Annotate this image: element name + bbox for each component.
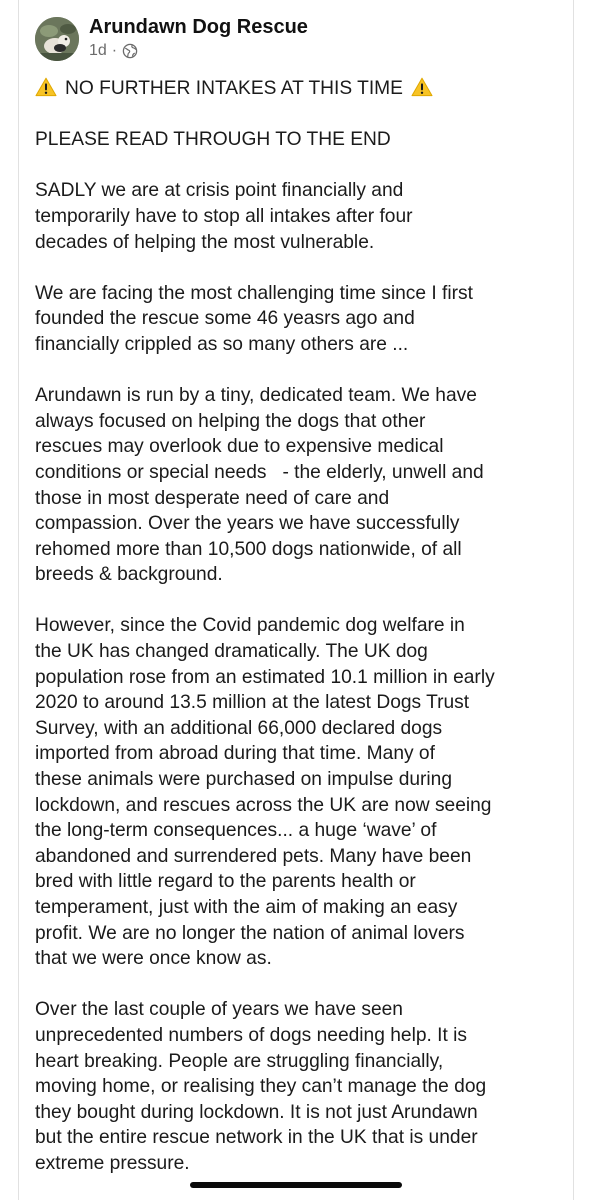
home-indicator[interactable] xyxy=(190,1182,402,1188)
post-time[interactable]: 1d xyxy=(89,42,107,59)
facebook-post xyxy=(18,0,574,1200)
post-paragraph: We are facing the most challenging time since I first founded the rescue some 46 yeasrs ago and financially crippled as so many others are ... xyxy=(35,282,473,355)
post-paragraph: Over the last couple of years we have seen unprecedented numbers of dogs needing help. It is heart breaking. People are struggling financially, moving home, or realising they can’t manage the dog they bought during lockdown. It is not just Arundawn but the entire rescue network in the UK that is under extreme pressure. xyxy=(35,999,487,1174)
warning-icon xyxy=(411,77,433,97)
post-paragraph: PLEASE READ THROUGH TO THE END xyxy=(35,129,391,151)
post-paragraph: SADLY we are at crisis point financially and temporarily have to stop all intakes after four decades of helping the most vulnerable. xyxy=(35,180,413,253)
post-paragraph: However, since the Covid pandemic dog welfare in the UK has changed dramatically. The UK dog population rose from an estimated 10.1 million in early 2020 to around 13.5 million at the latest Dogs Trust Survey, with an additional 66,000 declared dogs imported from abroad during that time. Many of these animals were purchased on impulse during lockdown, and rescues across the UK are now seeing the long-term consequences... a huge ‘wave’ of abandoned and surrendered pets. Many have been bred with little regard to the parents health or temperament, just with the aim of making an easy profit. We are no longer the nation of animal lovers that we were once know as. xyxy=(35,615,495,970)
post-text xyxy=(35,76,560,1200)
dog-avatar-icon xyxy=(35,17,79,61)
meta-separator: · xyxy=(111,42,118,59)
page-name-link[interactable]: Arundawn Dog Rescue xyxy=(89,16,308,38)
post-paragraph: Arundawn is run by a tiny, dedicated team. We have always focused on helping the dogs that other rescues may overlook due to expensive medical conditions or special needs - the elderly, unwell and those in most desperate need of care and compassion. Over the years we have successfully rehomed more than 10,500 dogs nationwide, of all breeds & background. xyxy=(35,385,484,586)
header-text xyxy=(89,17,308,61)
headline-line xyxy=(35,76,560,102)
headline-text: NO FURTHER INTAKES AT THIS TIME xyxy=(65,78,403,99)
warning-icon xyxy=(35,77,57,97)
page-avatar[interactable] xyxy=(35,17,79,61)
globe-icon[interactable] xyxy=(122,43,138,59)
post-meta xyxy=(89,41,308,61)
post-header xyxy=(35,14,308,64)
